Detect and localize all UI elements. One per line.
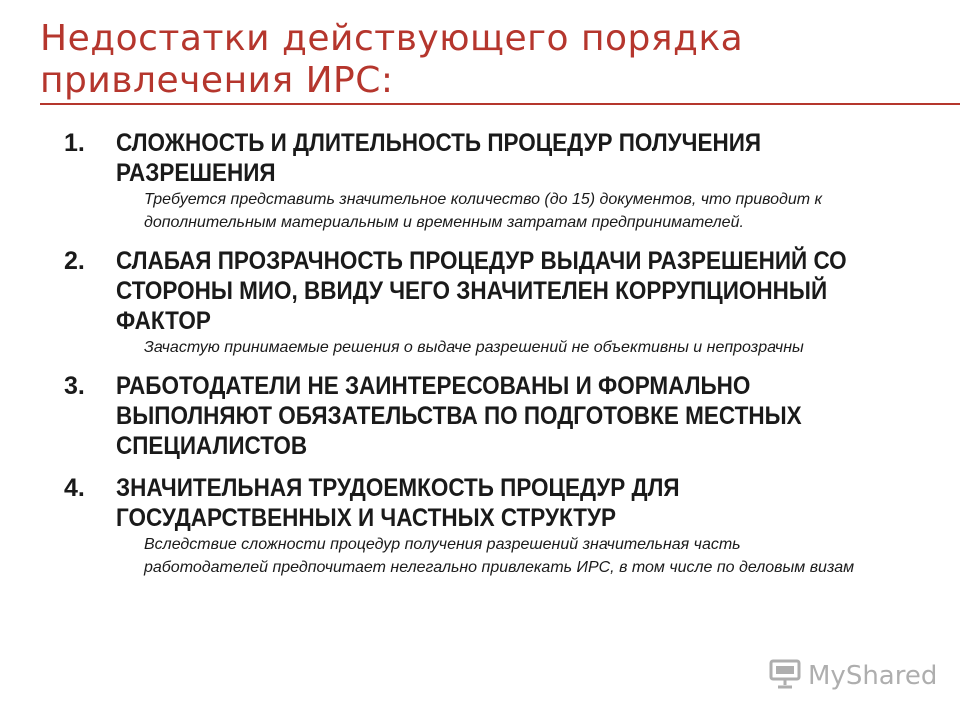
item-heading: СЛАБАЯ ПРОЗРАЧНОСТЬ ПРОЦЕДУР ВЫДАЧИ РАЗРЕШЕНИЙ СО СТОРОНЫ МИО, ВВИДУ ЧЕГО ЗНАЧИТЕЛЕН КОРРУПЦИОННЫЙ ФАКТОР	[116, 247, 847, 335]
list-item	[64, 473, 894, 579]
item-heading: ЗНАЧИТЕЛЬНАЯ ТРУДОЕМКОСТЬ ПРОЦЕДУР ДЛЯ ГОСУДАРСТВЕННЫХ И ЧАСТНЫХ СТРУКТУР	[116, 474, 680, 532]
list-item	[64, 246, 894, 359]
item-note: Зачастую принимаемые решения о выдаче разрешений не объективны и непрозрачны	[144, 339, 804, 356]
slide-title-line-2: привлечения ИРС:	[40, 60, 394, 101]
item-number: 3.	[64, 372, 85, 400]
item-number: 2.	[64, 247, 85, 275]
watermark[interactable]	[768, 656, 937, 696]
slide-title	[40, 18, 920, 102]
item-heading: СЛОЖНОСТЬ И ДЛИТЕЛЬНОСТЬ ПРОЦЕДУР ПОЛУЧЕНИЯ РАЗРЕШЕНИЯ	[116, 129, 762, 187]
item-number: 4.	[64, 474, 85, 502]
slide-title-line-1: Недостатки действующего порядка	[40, 18, 744, 59]
item-note: Вследствие сложности процедур получения разрешений значительная часть работодателей предпочитает нелегально привлекать ИРС, в том числе по деловым визам	[144, 536, 855, 576]
watermark-text: MyShared	[808, 661, 938, 691]
presentation-board-icon	[768, 657, 802, 696]
item-note: Требуется представить значительное количество (до 15) документов, что приводит к дополнительным материальным и временным затратам предпринимателей.	[144, 191, 823, 231]
issues-list	[64, 128, 894, 591]
title-underline	[40, 103, 960, 105]
list-item	[64, 371, 894, 461]
list-item	[64, 128, 894, 234]
item-heading: РАБОТОДАТЕЛИ НЕ ЗАИНТЕРЕСОВАНЫ И ФОРМАЛЬНО ВЫПОЛНЯЮТ ОБЯЗАТЕЛЬСТВА ПО ПОДГОТОВКЕ МЕСТНЫХ СПЕЦИАЛИСТОВ	[116, 372, 802, 460]
item-number: 1.	[64, 129, 85, 157]
